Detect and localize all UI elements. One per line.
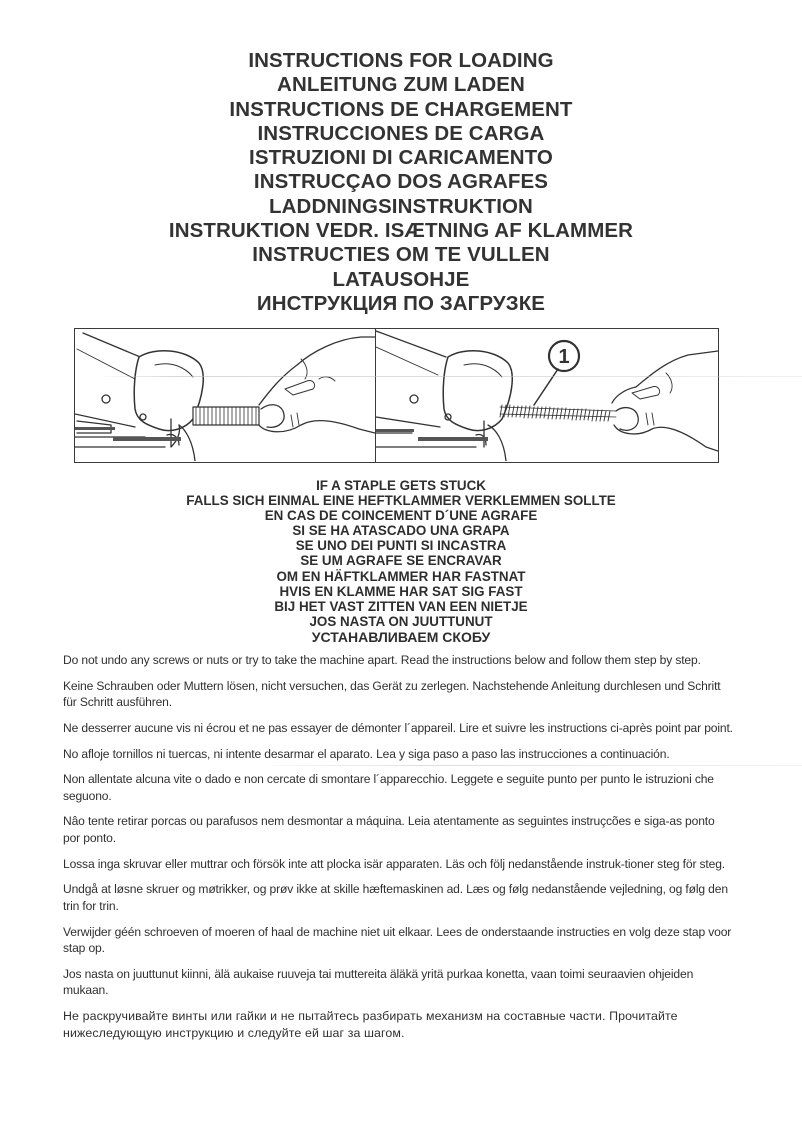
stuck-line-en: IF A STAPLE GETS STUCK [316,478,486,493]
paragraph-de: Keine Schrauben oder Muttern lösen, nicht versuchen, das Gerät zu zerlegen. Nachstehende Anleitung durchlesen und Schritt für Schritt ausführen. [63,678,721,710]
paragraph-pt: Nâo tente retirar porcas ou parafusos nem desmontar a máquina. Leia atentamente as seguintes instruçcões e siga-as ponto por ponto. [63,814,715,845]
callout-number: 1 [558,346,570,368]
paragraph-en: Do not undo any screws or nuts or try to take the machine apart. Read the instructions below and follow them step by step. [63,653,701,667]
title-line-ru: ИНСТРУКЦИЯ ПО ЗАГРУЗКЕ [256,291,546,315]
paragraph-fi: Jos nasta on juuttunut kiinni, älä aukaise ruuveja tai muttereita äläkä yritä purkaa konetta, vaan toimi seuraavien ohjeiden mukaan. [63,966,694,998]
title-line-sv: LADDNINGSINSTRUKTION [269,194,533,218]
paragraph-es: No afloje tornillos ni tuercas, ni intente desarmar el aparato. Lea y siga paso a paso las instrucciones a continuación. [63,746,670,761]
title-line-de: ANLEITUNG ZUM LADEN [277,73,525,97]
paragraph-sv: Lossa inga skruvar eller muttrar och försök inte att plocka isär apparaten. Läs och följ nedanstående instruk-tioner steg för steg. [63,856,725,871]
stuck-line-sv: OM EN HÄFTKLAMMER HAR FASTNAT [276,568,526,584]
staple-strip-insert-illustration [75,329,375,462]
title-line-it: ISTRUZIONI DI CARICAMENTO [249,146,553,170]
paragraph-it: Non allentate alcuna vite o dado e non cercate di smontare l´apparecchio. Leggete e seguite punto per punto le istruzioni che seguono. [63,772,714,803]
loading-instructions-title [0,49,802,316]
warning-paragraphs [63,652,733,1051]
title-line-es: INSTRUCCIONES DE CARGA [257,121,545,145]
stuck-line-it: SE UNO DEI PUNTI SI INCASTRA [295,538,507,554]
paragraph-da: Undgå at løsne skruer og møtrikker, og prøv ikke at skille hæftemaskinen ad. Læs og følg nedanstående vejledning, og følg den trin for trin. [63,882,728,913]
loading-illustration [74,328,719,463]
scan-artifact-line [100,376,802,377]
spring-drawing [376,329,718,461]
paragraph-ru: Не раскручивайте винты или гайки и не пытайтесь разбирать механизм на составные части. Прочитайте нижеследующую инструкцию и следуйте ей шаг за шагом. [63,1008,678,1040]
title-line-fr: INSTRUCTIONS DE CHARGEMENT [229,97,573,121]
stuck-line-es: SI SE HA ATASCADO UNA GRAPA [292,523,510,539]
spring-pull-illustration [375,329,718,462]
stuck-line-fi: JOS NASTA ON JUUTTUNUT [309,613,493,629]
stuck-line-nl: BIJ HET VAST ZITTEN VAN EEN NIETJE [274,598,528,614]
title-line-en: INSTRUCTIONS FOR LOADING [248,49,554,72]
stuck-line-pt: SE UM AGRAFE SE ENCRAVAR [300,553,502,569]
title-line-da: INSTRUKTION VEDR. ISÆTNING AF KLAMMER [168,219,634,243]
title-line-pt: INSTRUCÇAO DOS AGRAFES [253,170,549,194]
title-line-fi: LATAUSOHJE [332,267,470,291]
staple-stuck-heading [0,478,802,646]
stuck-line-da: HVIS EN KLAMME HAR SAT SIG FAST [279,583,523,599]
paragraph-fr: Ne desserrer aucune vis ni écrou et ne pas essayer de démonter l´appareil. Lire et suivre les instructions ci-après point par point. [63,720,733,735]
stuck-line-de: FALLS SICH EINMAL EINE HEFTKLAMMER VERKLEMMEN SOLLTE [186,493,616,509]
stuck-line-ru: УСТАНАВЛИВАЕМ СКОБУ [311,628,491,645]
stuck-line-fr: EN CAS DE COINCEMENT D´UNE AGRAFE [264,508,538,524]
staple-strip-drawing [75,329,375,461]
title-line-nl: INSTRUCTIES OM TE VULLEN [252,243,550,267]
paragraph-nl: Verwijder géén schroeven of moeren of haal de machine niet uit elkaar. Lees de onderstaande instructies en volg deze stap voor stap op. [63,924,732,955]
